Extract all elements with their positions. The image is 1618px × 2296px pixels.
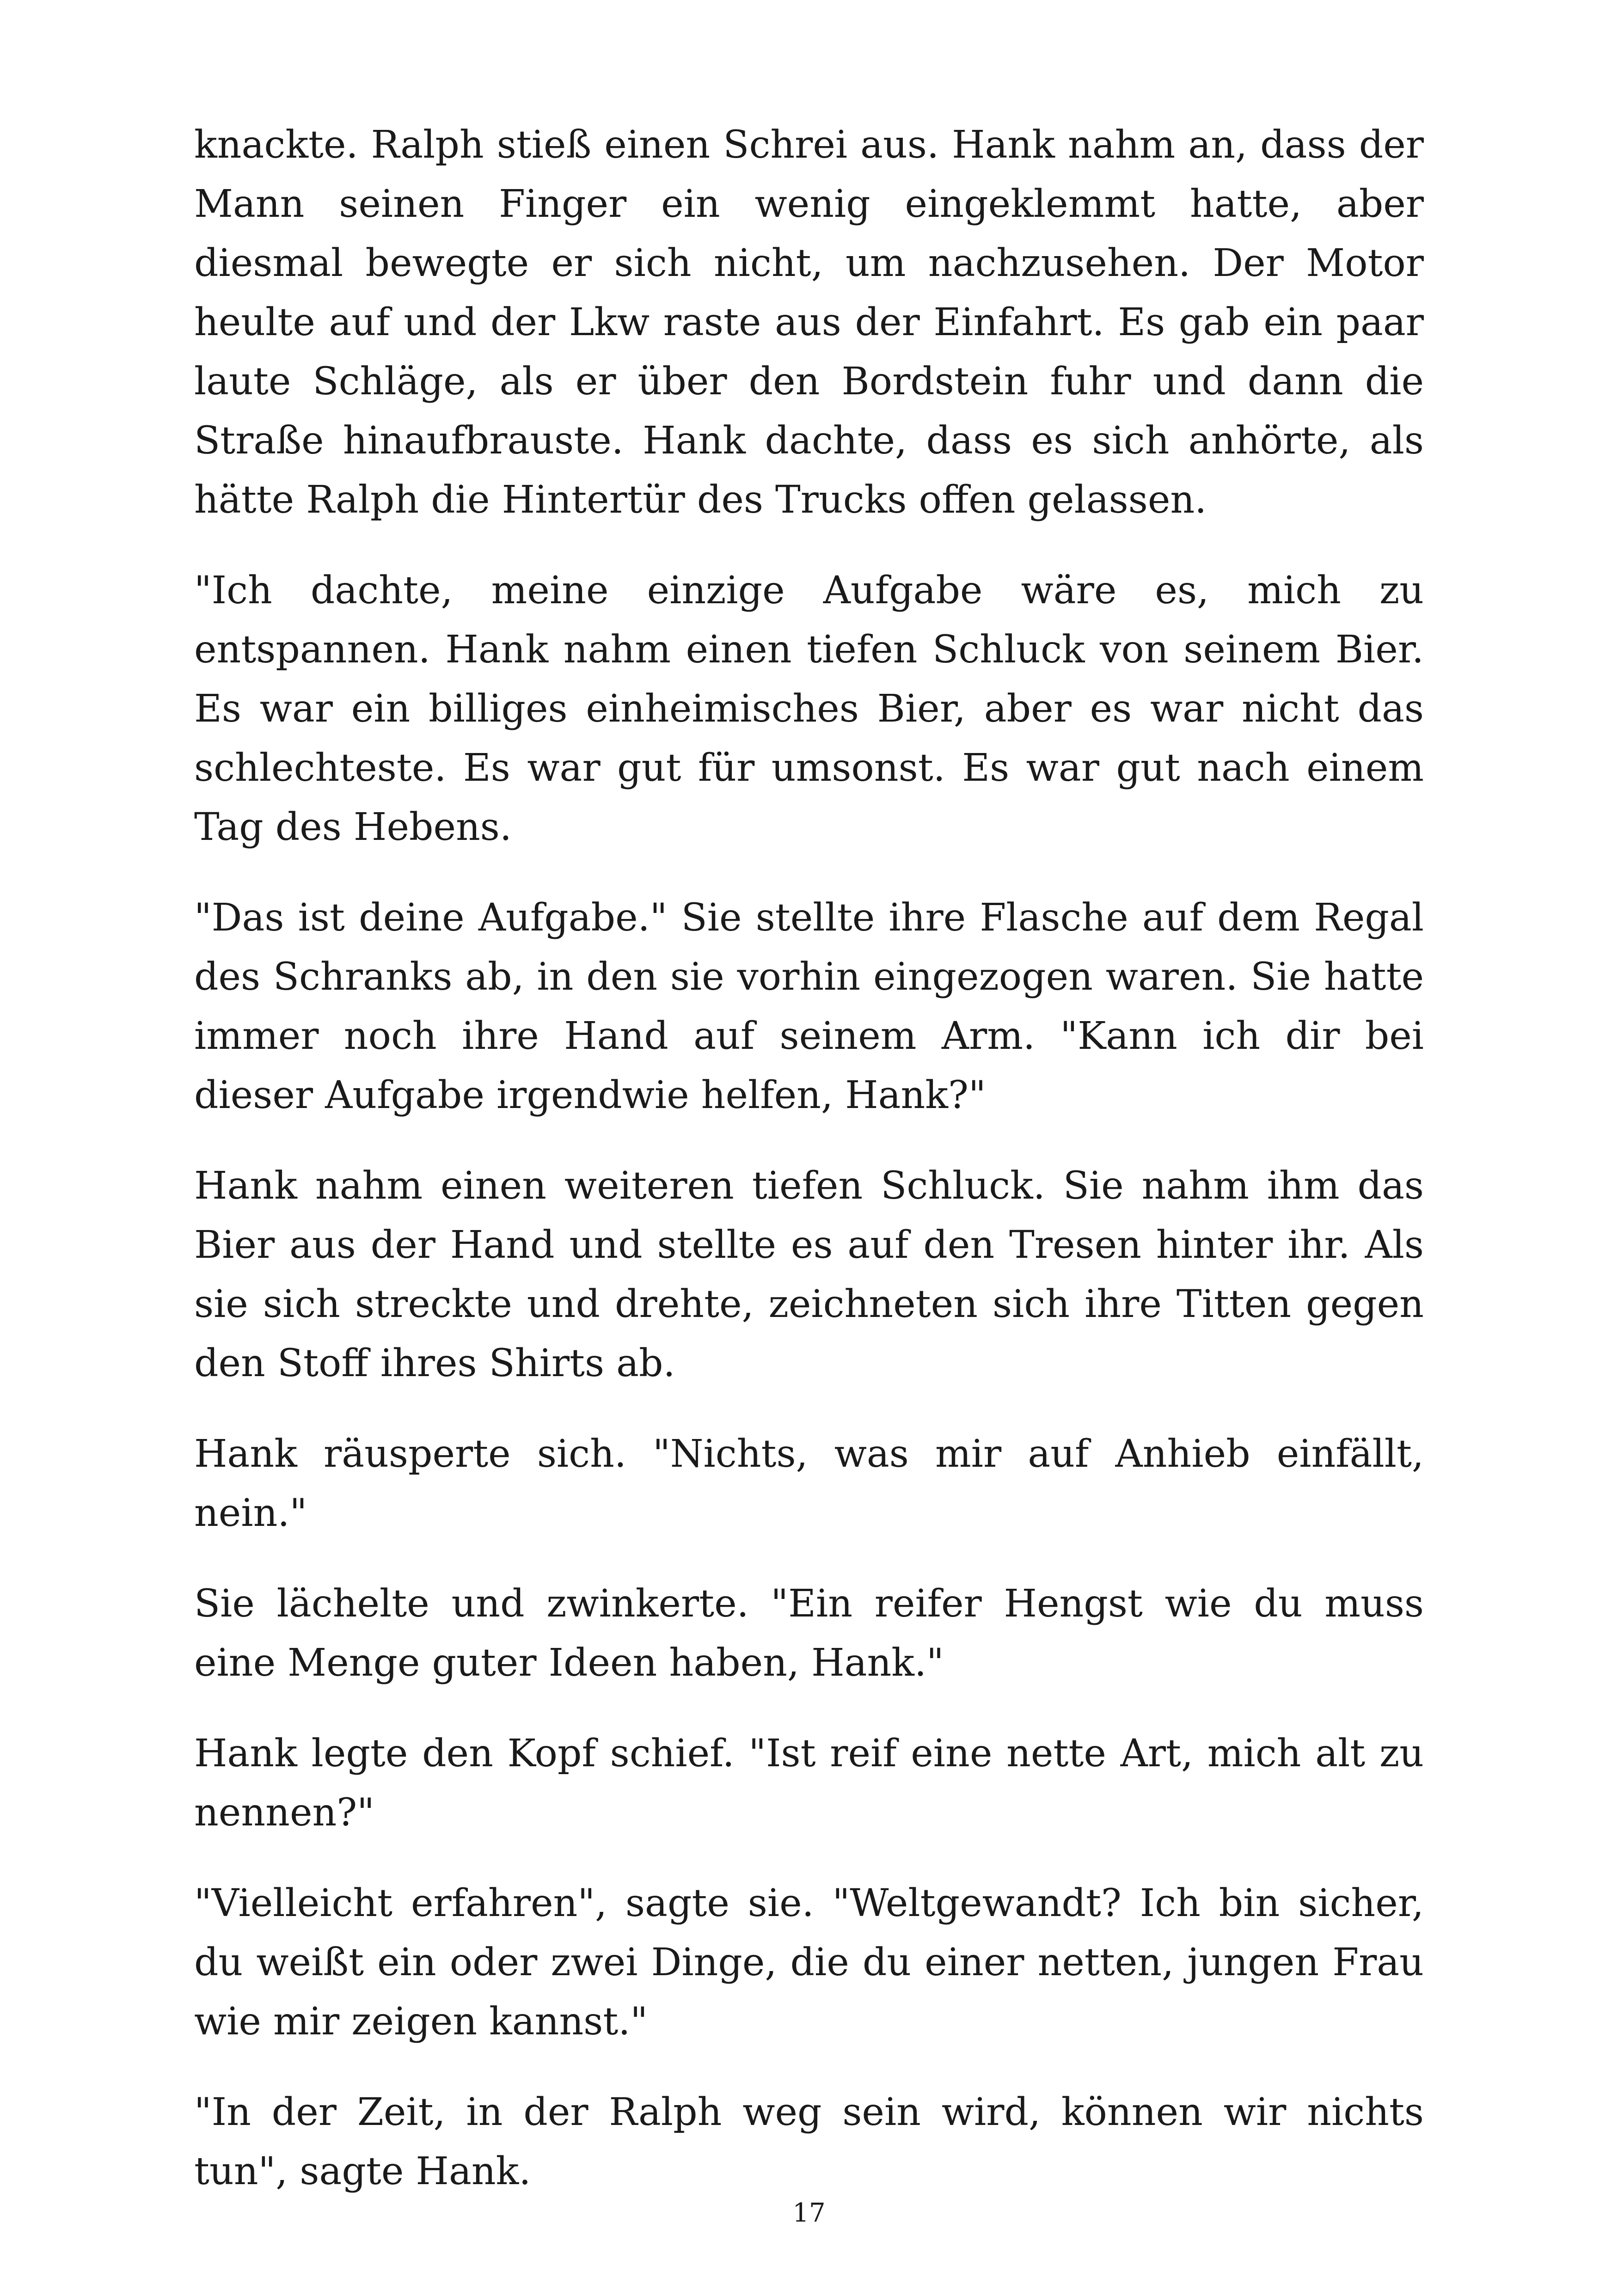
paragraph: "In der Zeit, in der Ralph weg sein wird, können wir nichts tun", sagte Hank. (194, 2090, 1424, 2193)
paragraph: "Vielleicht erfahren", sagte sie. "Weltgewandt? Ich bin sicher, du weißt ein oder zwei Dinge, die du einer netten, jungen Frau wie mir zeigen kannst." (194, 1881, 1424, 2044)
paragraph: "Das ist deine Aufgabe." Sie stellte ihre Flasche auf dem Regal des Schranks ab, in den sie vorhin eingezogen waren. Sie hatte immer noch ihre Hand auf seinem Arm. "Kann ich dir bei dieser Aufgabe irgendwie helfen, Hank?" (194, 896, 1424, 1117)
paragraph: Hank nahm einen weiteren tiefen Schluck. Sie nahm ihm das Bier aus der Hand und stellte es auf den Tresen hinter ihr. Als sie sich streckte und drehte, zeichneten sich ihre Titten gegen den Stoff ihres Shirts ab. (194, 1164, 1424, 1385)
page-number: 17 (792, 2198, 826, 2228)
paragraph: Hank räusperte sich. "Nichts, was mir auf Anhieb einfällt, nein." (194, 1432, 1424, 1535)
paragraph: Hank legte den Kopf schief. "Ist reif eine nette Art, mich alt zu nennen?" (194, 1732, 1424, 1835)
page-body (194, 116, 1424, 2233)
paragraph: Sie lächelte und zwinkerte. "Ein reifer Hengst wie du muss eine Menge guter Ideen haben, Hank." (194, 1582, 1424, 1685)
paragraph: knackte. Ralph stieß einen Schrei aus. Hank nahm an, dass der Mann seinen Finger ein wenig eingeklemmt hatte, aber diesmal bewegte er sich nicht, um nachzusehen. Der Motor heulte auf und der Lkw raste aus der Einfahrt. Es gab ein paar laute Schläge, als er über den Bordstein fuhr und dann die Straße hinaufbrauste. Hank dachte, dass es sich anhörte, als hätte Ralph die Hintertür des Trucks offen gelassen. (194, 123, 1424, 522)
paragraph: "Ich dachte, meine einzige Aufgabe wäre es, mich zu entspannen. Hank nahm einen tiefen Schluck von seinem Bier. Es war ein billiges einheimisches Bier, aber es war nicht das schlechteste. Es war gut für umsonst. Es war gut nach einem Tag des Hebens. (194, 569, 1424, 849)
